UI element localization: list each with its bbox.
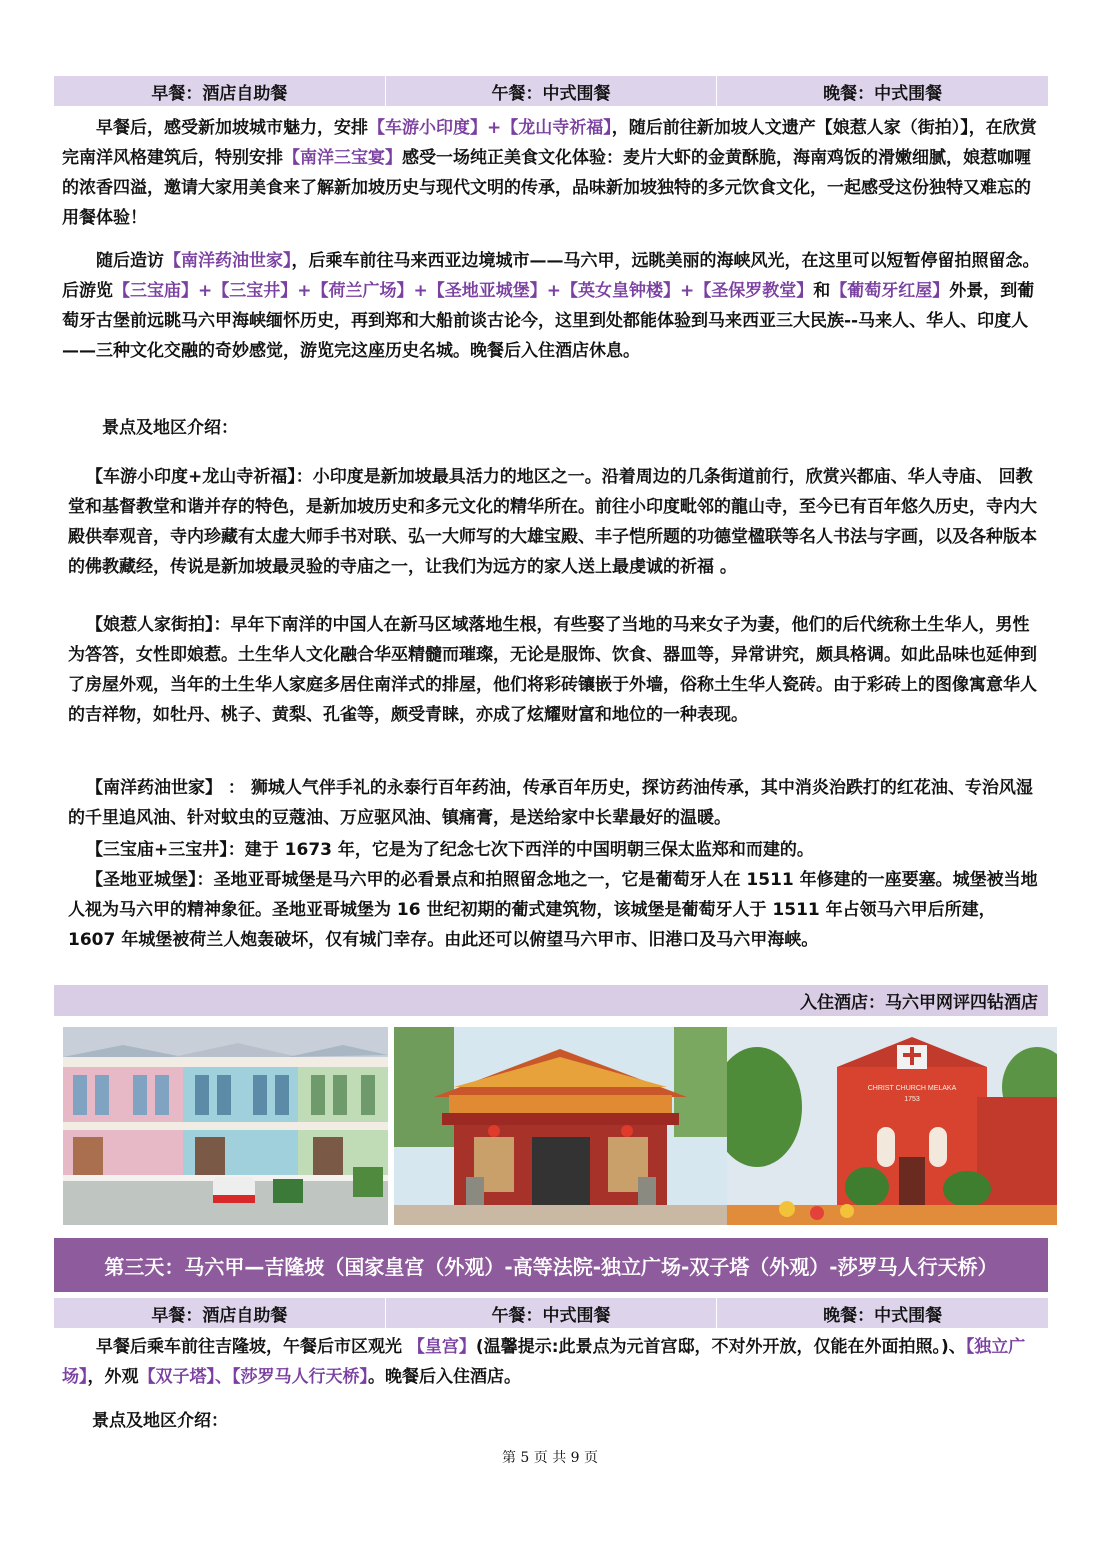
text-span: 外景，到葡萄牙古堡前远眺马六甲海峡缅怀历史，再到郑和大船前谈古论今，这里到处都能体验到马来西亚三大民族--马来人、华人、印度人——三种文化交融的奇妙感觉，游览完这座历史名城。晚餐后入住酒店休息。 (62, 281, 1035, 361)
itinerary-paragraph-1 (62, 113, 1040, 233)
intro-medicated-oil: 【南洋药油世家】 ： 狮城人气伴手礼的永泰行百年药油，传承百年历史，探访药油传承，其中消炎治跌打的红花油、专治风湿的千里追风油、针对蚊虫的豆蔻油、万应驱风油、镇痛膏，是送给家中长辈最好的温暖。 (68, 778, 1033, 828)
highlight-twin-towers: 【双子塔】、【莎罗马人行天桥】 (138, 1367, 368, 1387)
highlight-independence-square: 【独立广场】 (62, 1337, 1026, 1387)
intro-little-india: 【车游小印度+龙山寺祈福】：小印度是新加坡最具活力的地区之一。沿着周边的几条街道前行，欣赏兴都庙、华人寺庙、 回教堂和基督教堂和谐并存的特色，是新加坡历史和多元文化的精华所在。前往小印度毗邻的龍山寺，至今已有百年悠久历史，寺内大殿供奉观音，寺内珍藏有太虚大师手书对联、弘一大师写的大雄宝殿、丰子恺所题的功德堂楹联等名人书法与字画，以及各种版本的佛教藏经，传说是新加坡最灵验的寺庙之一，让我们为远方的家人送上最虔诚的祈福 。 (68, 467, 1037, 577)
peranakan-houses-illustration (63, 1027, 388, 1225)
dinner-cell: 晚餐：中式围餐 (716, 76, 1048, 106)
christ-church-illustration (727, 1027, 1057, 1225)
text-span: 随后造访 (96, 251, 164, 271)
highlight-medicated-oil: 【南洋药油世家】 (164, 251, 292, 271)
text-span: 早餐后，感受新加坡城市魅力，安排 (96, 118, 368, 138)
text-span: ，随后前往新加坡人文遗产【娘惹人家（街拍）】，在欣赏完南洋风格建筑后，特别安排 (62, 118, 1037, 168)
photo-temple (394, 1027, 727, 1225)
text-span: ，外观 (87, 1367, 139, 1387)
page-footer: 第 5 页 共 9 页 (501, 1450, 599, 1466)
photo-christ-church (727, 1027, 1057, 1225)
meal-bar (54, 76, 1048, 106)
hotel-bar: 入住酒店：马六甲网评四钻酒店 (54, 985, 1048, 1016)
intro-sanbao-temple: 【三宝庙+三宝井】：建于 1673 年，它是为了纪念七次下西洋的中国明朝三保太监郑和而建的。 (86, 840, 814, 860)
meal-bar (54, 1298, 1048, 1328)
text-span: ，后乘车前往马来西亚边境城市——马六甲，远眺美丽的海峡风光，在这里可以短暂停留拍照留念。后游览 (62, 251, 1040, 301)
day3-intro-heading: 景点及地区介绍： (92, 1411, 228, 1431)
breakfast-cell: 早餐：酒店自助餐 (151, 1305, 288, 1326)
dinner-cell: 晚餐：中式围餐 (716, 1298, 1048, 1328)
itinerary-paragraph-2 (62, 246, 1040, 366)
text-span: (温馨提示:此景点为元首宫邸，不对外开放，仅能在外面拍照。)、 (475, 1337, 966, 1357)
day3-itinerary-paragraph (62, 1332, 1040, 1392)
intro-santiago-fort: 【圣地亚城堡】：圣地亚哥城堡是马六甲的必看景点和拍照留念地之一，它是葡萄牙人在 1511 年修建的一座要塞。城堡被当地人视为马六甲的精神象征。圣地亚哥城堡为 16 世纪初期的葡式建筑物，该城堡是葡萄牙人于 1511 年占领马六甲后所建，1607 年城堡被荷兰人炮轰破坏，仅有城门幸存。由此还可以俯望马六甲市、旧港口及马六甲海峡。 (68, 870, 1038, 950)
church-year: 1753 (904, 1096, 920, 1103)
church-sign: CHRIST CHURCH MELAKA (867, 1085, 957, 1092)
highlight-feast: 【南洋三宝宴】 (283, 148, 402, 168)
text-span: 早餐后乘车前往吉隆坡，午餐后市区观光 (96, 1337, 408, 1357)
breakfast-cell: 早餐：酒店自助餐 (151, 83, 288, 104)
highlight-malacca-sites: 【三宝庙】+【三宝井】+【荷兰广场】+【圣地亚城堡】+【英女皇钟楼】+【圣保罗教堂】 (113, 281, 814, 301)
temple-illustration (394, 1027, 727, 1225)
highlight-attractions: 【车游小印度】+【龙山寺祈福】 (368, 118, 612, 138)
lunch-cell: 午餐：中式围餐 (385, 76, 717, 106)
text-span: 和 (813, 281, 831, 301)
photo-peranakan-houses (63, 1027, 388, 1225)
highlight-palace: 【皇宫】 (407, 1337, 476, 1357)
day3-title: 第三天：马六甲—吉隆坡（国家皇宫（外观）-高等法院-独立广场-双子塔（外观）-莎罗马人行天桥） (54, 1238, 1048, 1292)
lunch-cell: 午餐：中式围餐 (385, 1298, 717, 1328)
highlight-red-house: 【葡萄牙红屋】 (830, 281, 950, 301)
text-span: 感受一场纯正美食文化体验：麦片大虾的金黄酥脆，海南鸡饭的滑嫩细腻，娘惹咖喱的浓香四溢，邀请大家用美食来了解新加坡历史与现代文明的传承，品味新加坡独特的多元饮食文化，一起感受这份独特又难忘的用餐体验！ (62, 148, 1031, 228)
text-span: 。晚餐后入住酒店。 (368, 1367, 521, 1387)
intro-nyonya-house: 【娘惹人家街拍】：早年下南洋的中国人在新马区域落地生根，有些娶了当地的马来女子为妻，他们的后代统称土生华人，男性为答答，女性即娘惹。土生华人文化融合华巫精髓而璀璨，无论是服饰、饮食、器皿等，异常讲究，颇具格调。如此品味也延伸到了房屋外观，当年的土生华人家庭多居住南洋式的排屋，他们将彩砖镶嵌于外墙，俗称土生华人瓷砖。由于彩砖上的图像寓意华人的吉祥物，如牡丹、桃子、黄梨、孔雀等，颇受青睐，亦成了炫耀财富和地位的一种表现。 (68, 615, 1037, 725)
intro-heading: 景点及地区介绍： (102, 418, 238, 438)
